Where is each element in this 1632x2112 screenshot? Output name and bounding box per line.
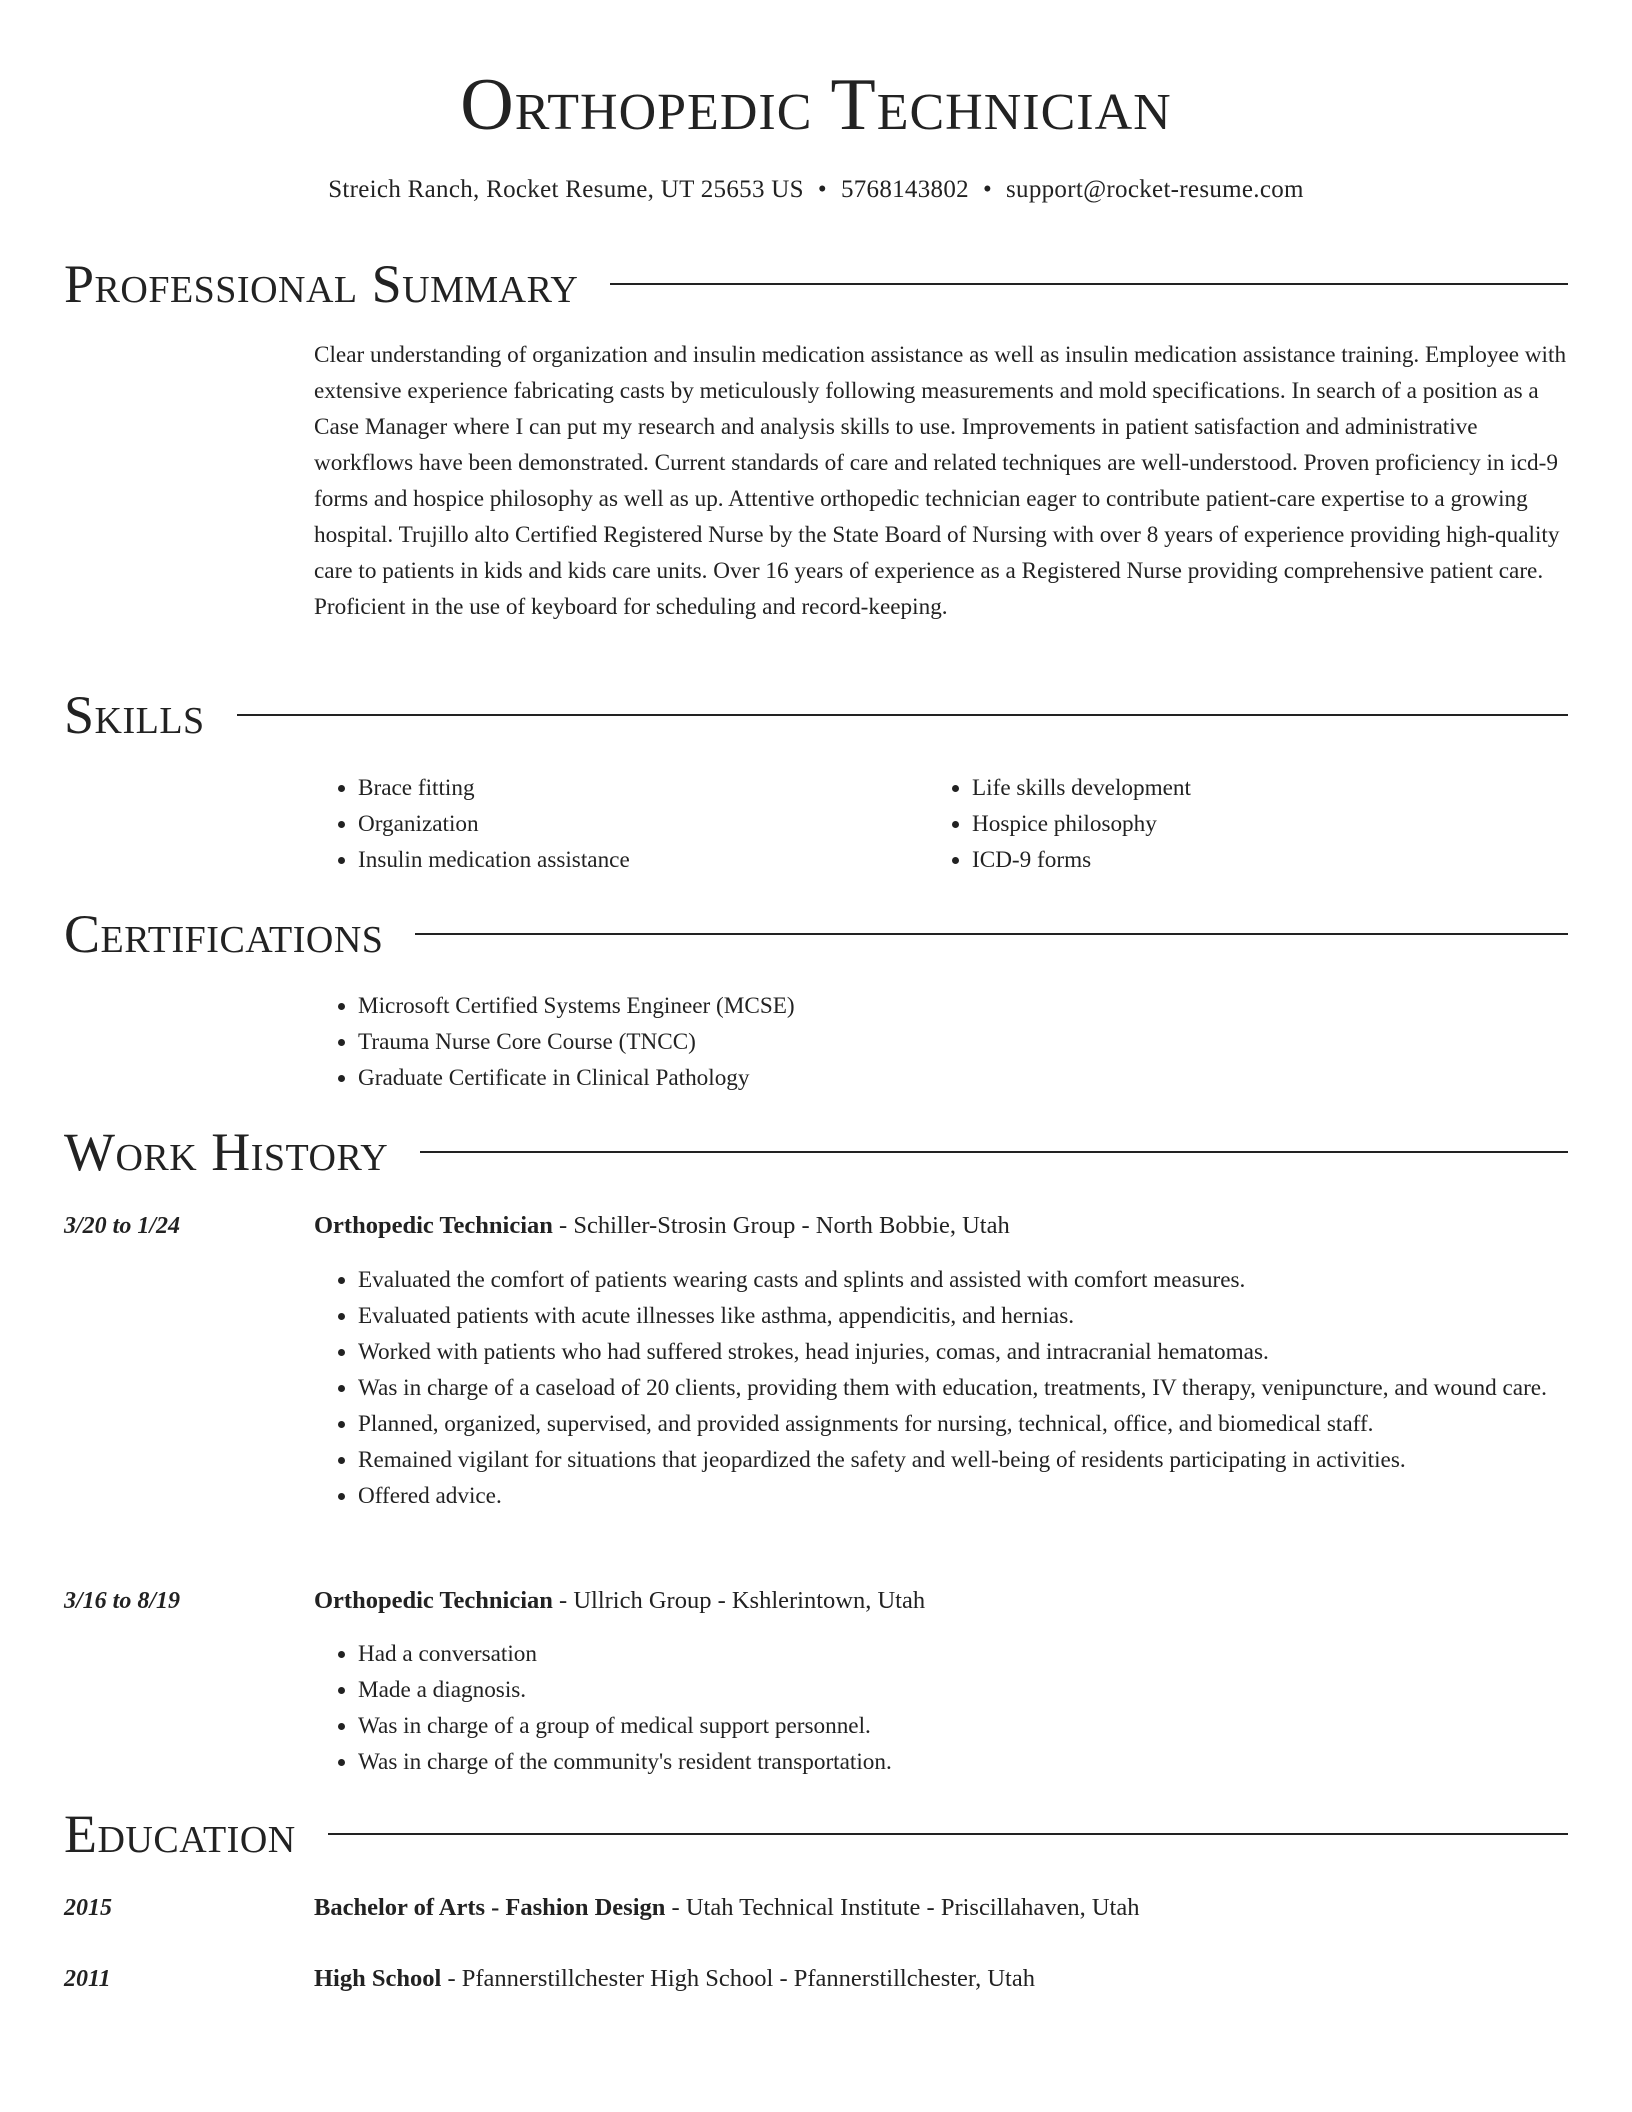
job-employer: - Ullrich Group - Kshlerintown, Utah xyxy=(552,1587,926,1614)
education-school: - Pfannerstillchester High School - Pfannerstillchester, Utah xyxy=(441,1965,1035,1992)
section-rule xyxy=(237,714,1568,716)
job-title: Orthopedic Technician xyxy=(314,1587,553,1614)
section-rule xyxy=(610,283,1568,285)
section-rule xyxy=(420,1151,1568,1153)
work-bullet: • Evaluated patients with acute illnesses like asthma, appendicitis, and hernias. xyxy=(358,1298,1568,1334)
skill-item: • Organization xyxy=(358,806,914,842)
section-header-work-history xyxy=(64,1120,1568,1184)
work-title xyxy=(314,1208,1568,1244)
work-bullet: • Was in charge of a caseload of 20 clients, providing them with education, treatments, IV therapy, venipuncture, and wound care. xyxy=(358,1370,1568,1406)
job-employer: - Schiller-Strosin Group - North Bobbie, Utah xyxy=(552,1212,1010,1239)
contact-phone: 5768143802 xyxy=(840,176,969,203)
skill-item: • ICD-9 forms xyxy=(972,842,1568,878)
contact-email: support@rocket-resume.com xyxy=(1006,176,1304,203)
skill-item: • Hospice philosophy xyxy=(972,806,1568,842)
education-entry xyxy=(314,1961,1568,1997)
resume-name: Orthopedic Technician xyxy=(460,64,1172,146)
work-bullets xyxy=(314,1262,1568,1514)
skills-column-right xyxy=(928,770,1568,878)
work-bullet: • Evaluated the comfort of patients wearing casts and splints and assisted with comfort measures. xyxy=(358,1262,1568,1298)
certification-item: • Graduate Certificate in Clinical Pathology xyxy=(358,1060,1568,1096)
certification-item: • Microsoft Certified Systems Engineer (MCSE) xyxy=(358,988,1568,1024)
work-title xyxy=(314,1583,1568,1619)
skill-item: • Life skills development xyxy=(972,770,1568,806)
work-dates: 3/16 to 8/19 xyxy=(64,1588,181,1614)
section-rule xyxy=(415,933,1568,935)
work-bullet: • Worked with patients who had suffered strokes, head injuries, comas, and intracranial hematomas. xyxy=(358,1334,1568,1370)
work-dates: 3/20 to 1/24 xyxy=(64,1213,181,1239)
work-bullet: • Was in charge of a group of medical support personnel. xyxy=(358,1708,1568,1744)
work-bullet: • Remained vigilant for situations that jeopardized the safety and well-being of residents participating in activities. xyxy=(358,1442,1568,1478)
education-year: 2011 xyxy=(64,1966,111,1992)
section-title: Certifications xyxy=(64,904,384,964)
section-header-certifications xyxy=(64,902,1568,966)
summary-text: Clear understanding of organization and insulin medication assistance as well as insulin medication assistance training. Employee with extensive experience fabricating casts by meticulously following measurements and mold specifications. In search of a position as a Case Manager where I can put my research and analysis skills to use. Improvements in patient satisfaction and administrative workflows have been demonstrated. Current standards of care and related techniques are well-understood. Proven proficiency in icd-9 forms and hospice philosophy as well as up. Attentive orthopedic technician eager to contribute patient-care expertise to a growing hospital. Trujillo alto Certified Registered Nurse by the State Board of Nursing with over 8 years of experience providing high-quality care to patients in kids and kids care units. Over 16 years of experience as a Registered Nurse providing comprehensive patient care. Proficient in the use of keyboard for scheduling and record-keeping. xyxy=(314,342,1567,620)
section-header-education xyxy=(64,1802,1568,1866)
education-entry xyxy=(314,1890,1568,1926)
work-bullet: • Was in charge of the community's resident transportation. xyxy=(358,1744,1568,1780)
certification-item: • Trauma Nurse Core Course (TNCC) xyxy=(358,1024,1568,1060)
work-bullet: • Offered advice. xyxy=(358,1478,1568,1514)
job-title: Orthopedic Technician xyxy=(314,1212,553,1239)
work-bullet: • Planned, organized, supervised, and provided assignments for nursing, technical, office, and biomedical staff. xyxy=(358,1406,1568,1442)
education-school: - Utah Technical Institute - Priscillahaven, Utah xyxy=(665,1894,1140,1921)
skill-item: • Insulin medication assistance xyxy=(358,842,914,878)
education-degree: High School xyxy=(314,1965,442,1992)
section-title: Work History xyxy=(64,1122,389,1182)
contact-separator: • xyxy=(817,176,827,203)
section-rule xyxy=(328,1833,1568,1835)
education-degree: Bachelor of Arts - Fashion Design xyxy=(314,1894,666,1921)
section-header-summary xyxy=(64,252,1568,316)
contact-address: Streich Ranch, Rocket Resume, UT 25653 US xyxy=(328,176,804,203)
contact-separator: • xyxy=(982,176,992,203)
skill-item: • Brace fitting xyxy=(358,770,914,806)
section-title: Education xyxy=(64,1804,296,1864)
certifications-list xyxy=(314,988,1568,1096)
section-title: Skills xyxy=(64,685,205,745)
work-bullet: • Had a conversation xyxy=(358,1636,1568,1672)
section-title: Professional Summary xyxy=(64,254,579,314)
contact-line xyxy=(0,174,1632,206)
skills-column-left xyxy=(314,770,914,878)
work-bullet: • Made a diagnosis. xyxy=(358,1672,1568,1708)
section-header-skills xyxy=(64,683,1568,747)
work-bullets xyxy=(314,1636,1568,1780)
education-year: 2015 xyxy=(64,1895,112,1921)
